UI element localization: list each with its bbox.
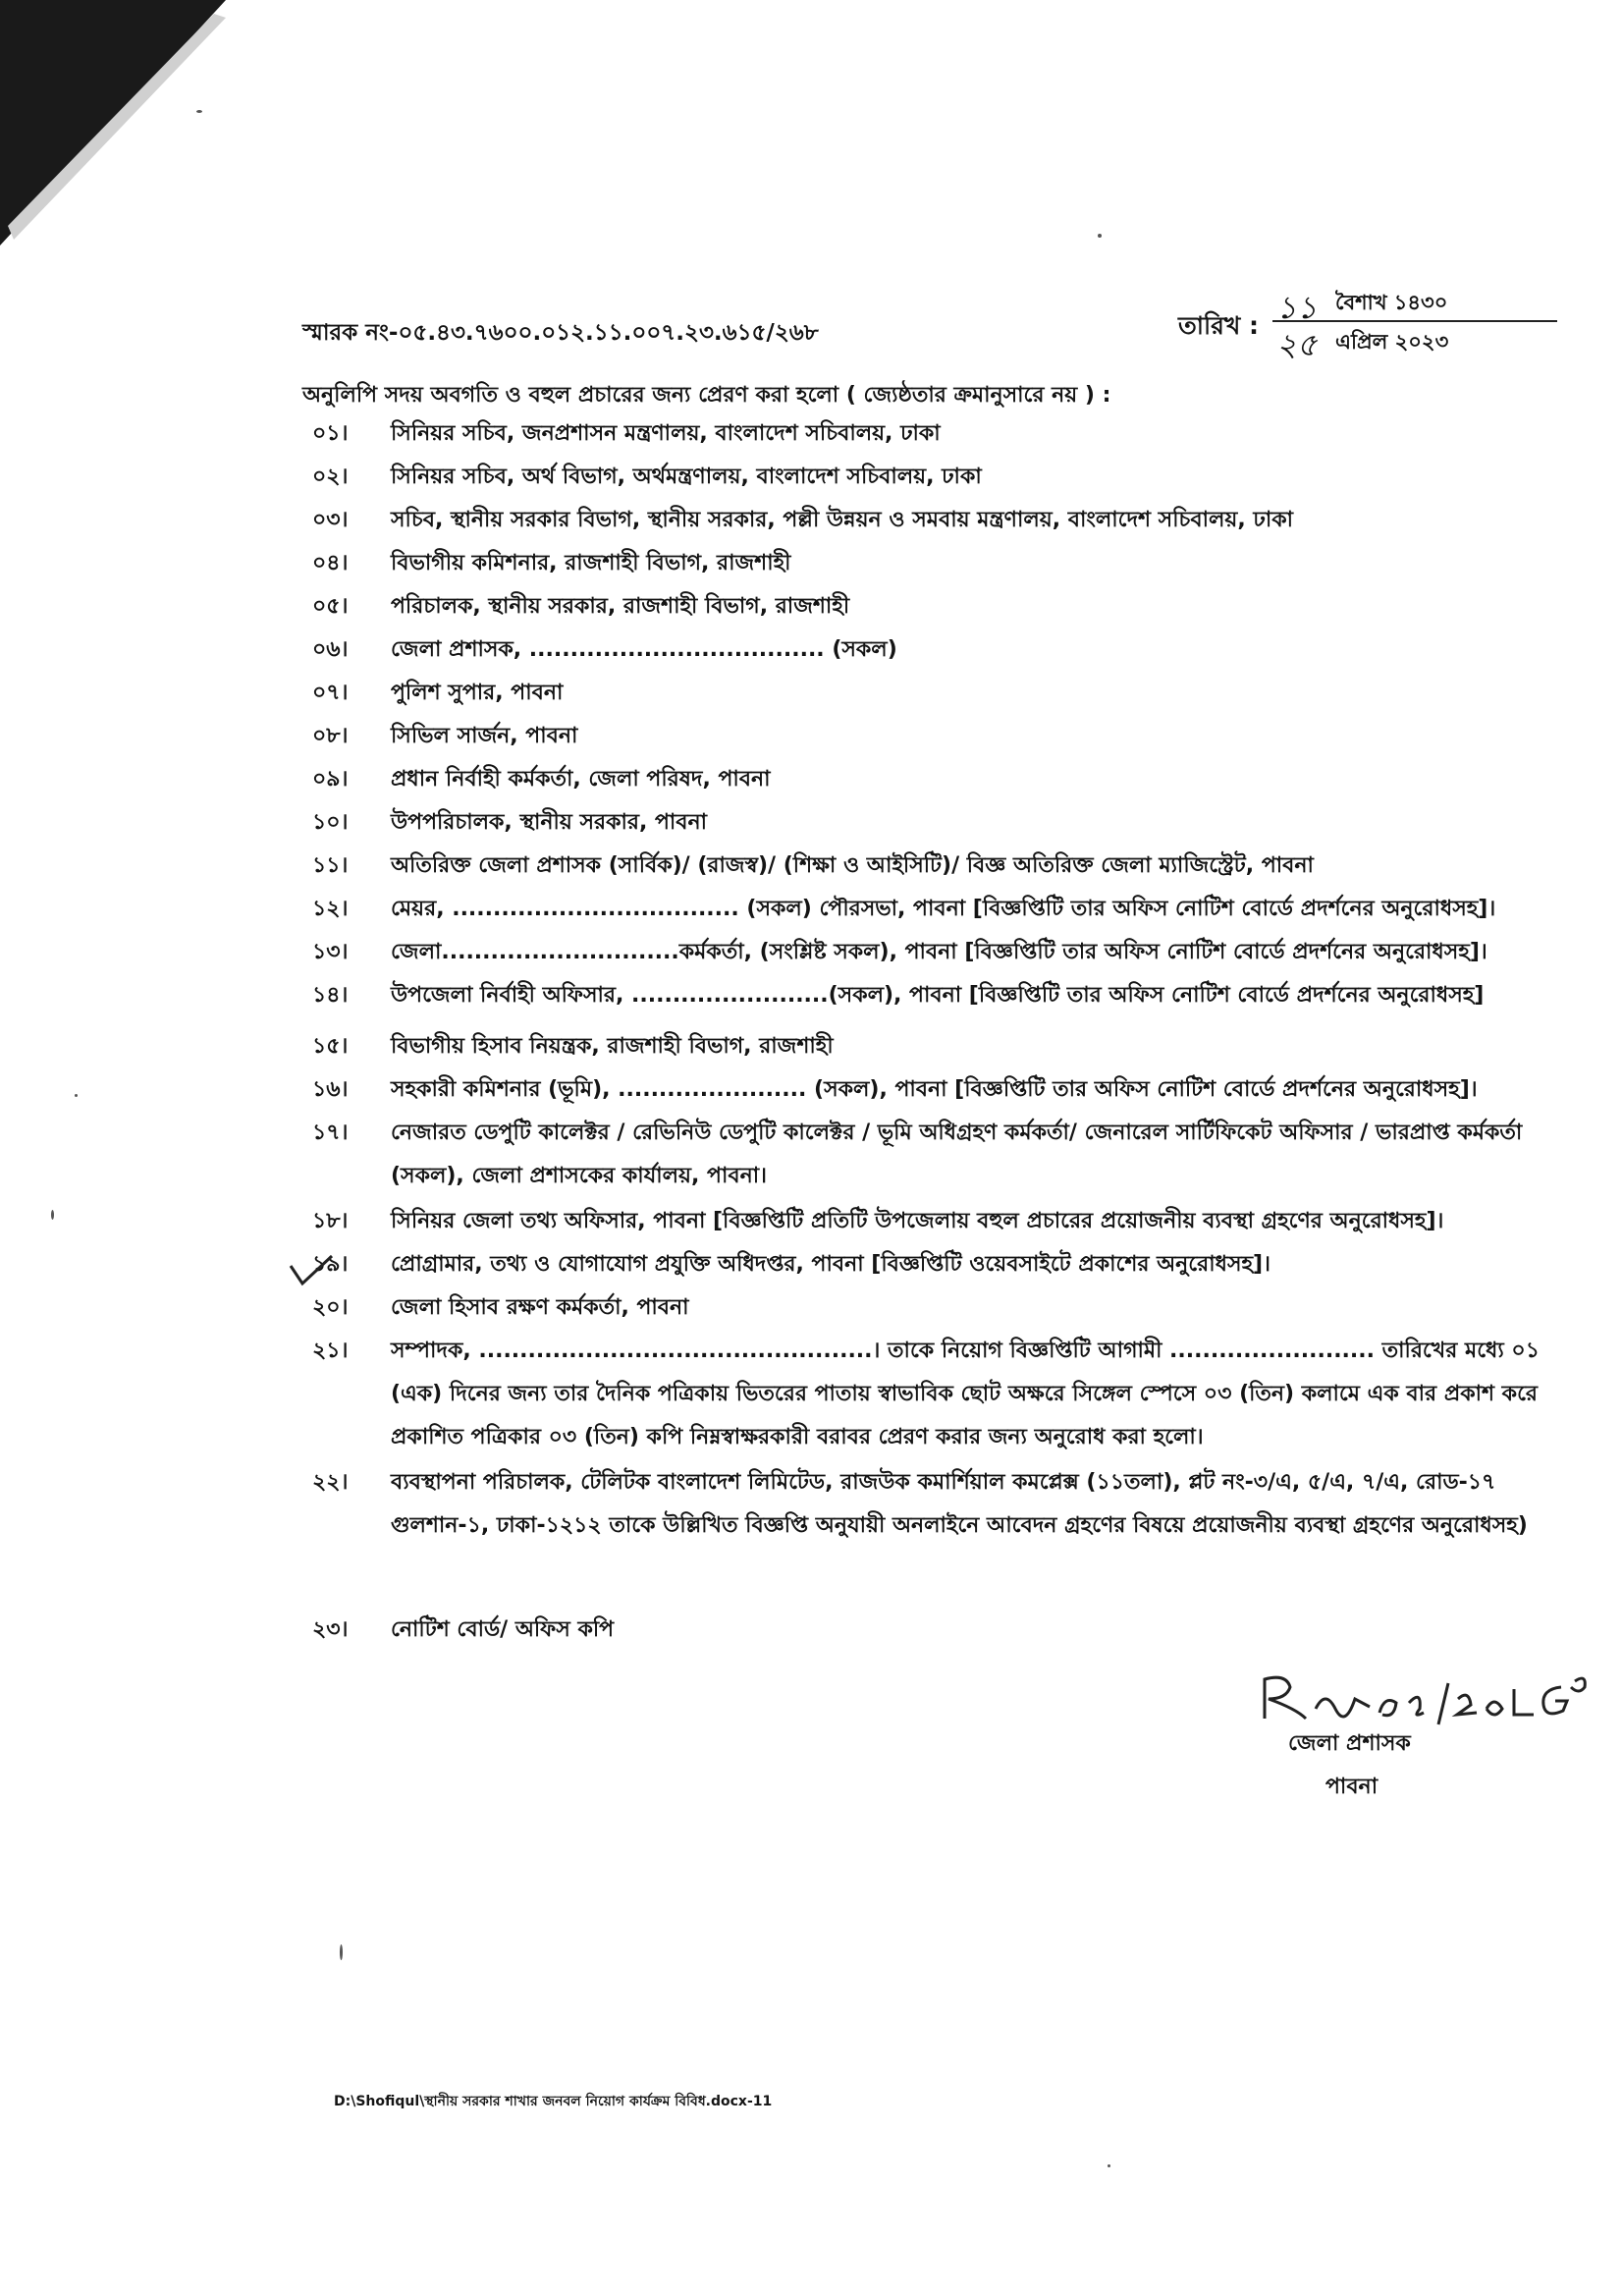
scan-speck — [1098, 234, 1102, 238]
date-en-month: এপ্রিল ২০২৩ — [1335, 330, 1449, 354]
signatory-title: জেলা প্রশাসক — [1288, 1731, 1411, 1756]
memo-number: স্মারক নং-০৫.৪৩.৭৬০০.০১২.১১.০০৭.২৩.৬১৫/২৬৮ — [302, 320, 819, 346]
folded-corner — [0, 0, 236, 255]
distribution-intro: অনুলিপি সদয় অবগতি ও বহুল প্রচারের জন্য প্রেরণ করা হলো ( জ্যেষ্ঠতার ক্রমানুসারে নয় ) : — [302, 383, 1111, 408]
checkmark-icon — [287, 1252, 336, 1291]
scan-speck — [1108, 2164, 1110, 2167]
scan-speck — [340, 1944, 343, 1960]
date-block — [1178, 277, 1561, 363]
file-path-footer: D:\Shofiqul\স্থানীয় সরকার শাখার জনবল নিয়োগ কার্যক্রম বিবিধ.docx-11 — [334, 2094, 773, 2109]
scan-speck — [51, 1210, 54, 1220]
signatory-place: পাবনা — [1325, 1775, 1379, 1799]
signature-block — [1247, 1669, 1600, 1807]
date-label: তারিখ : — [1178, 311, 1260, 340]
scan-speck — [75, 1094, 78, 1097]
scan-speck — [196, 110, 202, 113]
date-en-day: ২৫ — [1276, 326, 1318, 363]
date-bangla-day: ১১ — [1276, 289, 1318, 326]
date-bangla-month: বৈশাখ ১৪৩০ — [1335, 291, 1448, 314]
